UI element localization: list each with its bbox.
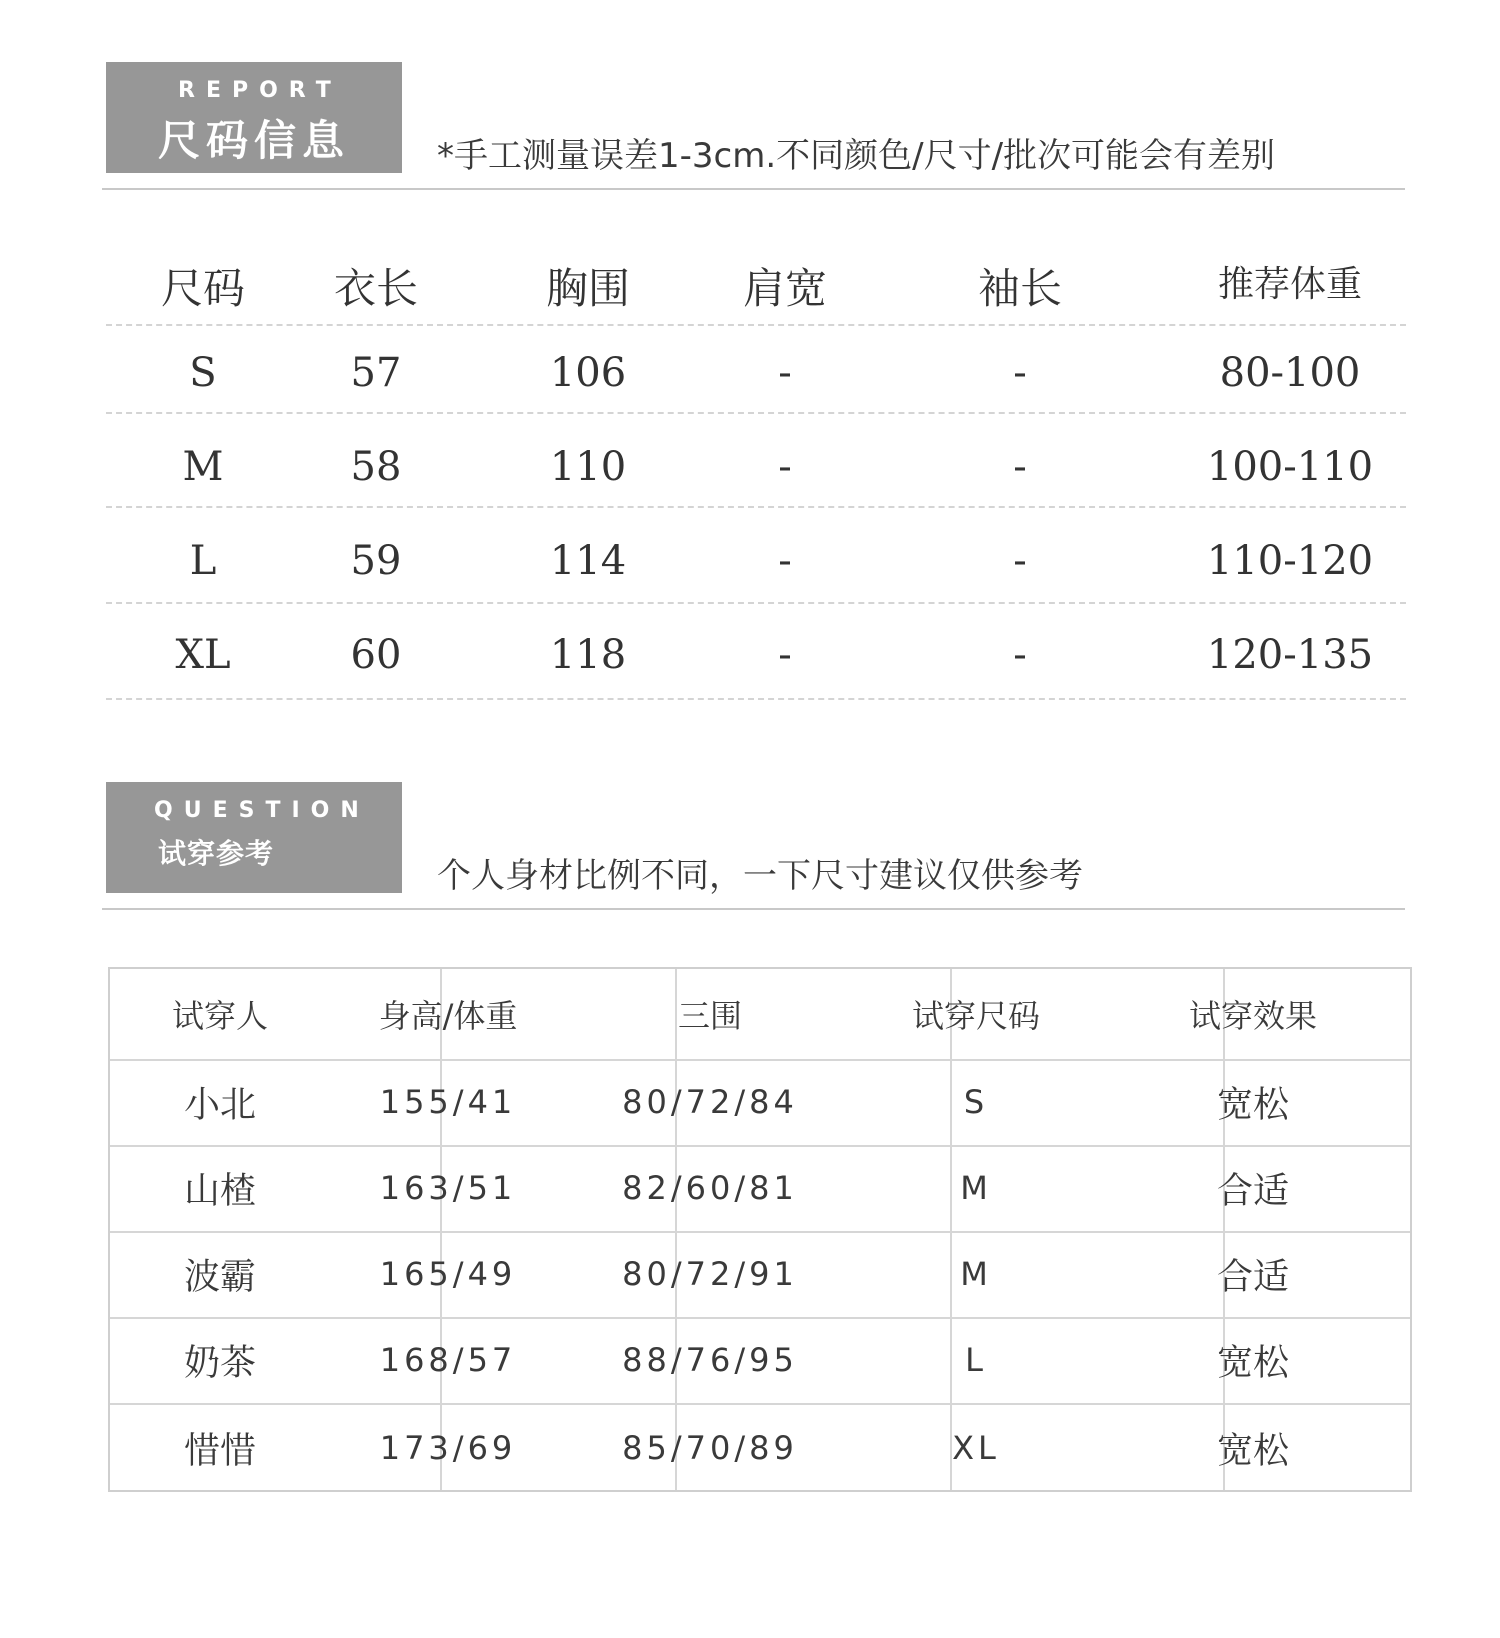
column-divider: [950, 969, 952, 1490]
row-divider: [110, 1059, 1410, 1061]
size-table-cell: -: [778, 350, 792, 396]
fitting-header-cell: 试穿尺码: [911, 997, 1041, 1035]
fitting-table-cell: 山楂: [183, 1170, 257, 1212]
size-table-cell: -: [1013, 350, 1027, 396]
size-table-cell: M: [182, 444, 224, 490]
fitting-table-cell: L: [965, 1341, 987, 1379]
size-table-cell: -: [1013, 444, 1027, 490]
fitting-table-cell: XL: [952, 1429, 1000, 1467]
fitting-table-cell: 82/60/81: [622, 1169, 798, 1207]
size-table-cell: S: [189, 350, 217, 396]
fitting-table-cell: 168/57: [379, 1341, 517, 1379]
fitting-table-cell: 173/69: [379, 1429, 517, 1467]
fitting-table-cell: 合适: [1216, 1256, 1290, 1298]
fitting-table-cell: 小北: [183, 1084, 257, 1126]
fitting-table-cell: M: [960, 1169, 992, 1207]
size-table-cell: 60: [350, 632, 402, 678]
size-table-cell: 120-135: [1206, 632, 1374, 678]
fitting-table-cell: 155/41: [379, 1083, 517, 1121]
size-table-cell: -: [778, 538, 792, 584]
report-badge-en: REPORT: [178, 78, 342, 103]
fitting-table-cell: 163/51: [379, 1169, 517, 1207]
row-divider: [110, 1317, 1410, 1319]
size-header-cell: 推荐体重: [1217, 264, 1363, 305]
fitting-table-cell: 88/76/95: [622, 1341, 798, 1379]
row-divider: [106, 602, 1406, 604]
measurement-note: *手工测量误差1-3cm.不同颜色/尺寸/批次可能会有差别: [437, 136, 1276, 176]
size-table-cell: 58: [350, 444, 402, 490]
size-header-cell: 袖长: [977, 264, 1063, 313]
fitting-table-cell: 惜惜: [183, 1430, 257, 1472]
column-divider: [440, 969, 442, 1490]
size-table-cell: -: [1013, 538, 1027, 584]
fitting-table-cell: M: [960, 1255, 992, 1293]
fitting-table-cell: 80/72/84: [622, 1083, 798, 1121]
size-table-cell: XL: [175, 632, 231, 678]
report-badge-title: 尺码信息: [158, 116, 351, 165]
size-table-cell: 110: [549, 444, 627, 490]
size-table-cell: 100-110: [1206, 444, 1374, 490]
fitting-table-cell: 85/70/89: [622, 1429, 798, 1467]
size-table-cell: -: [1013, 632, 1027, 678]
row-divider: [106, 324, 1406, 326]
fitting-note: 个人身材比例不同，一下尺寸建议仅供参考: [437, 856, 1083, 896]
row-divider: [110, 1145, 1410, 1147]
size-table-cell: 57: [350, 350, 402, 396]
size-header-cell: 尺码: [160, 264, 246, 313]
question-badge-title: 试穿参考: [158, 837, 275, 870]
size-header-cell: 肩宽: [742, 264, 828, 313]
fitting-header-cell: 身高/体重: [378, 997, 518, 1035]
fitting-header-cell: 试穿效果: [1188, 997, 1318, 1035]
row-divider: [110, 1231, 1410, 1233]
fitting-header-cell: 三围: [677, 997, 743, 1035]
fitting-header-cell: 试穿人: [171, 997, 269, 1035]
fitting-table-cell: 奶茶: [183, 1342, 257, 1384]
size-table-cell: -: [778, 632, 792, 678]
fitting-table-cell: 165/49: [379, 1255, 517, 1293]
report-badge: [106, 62, 402, 173]
fitting-table-cell: 宽松: [1216, 1342, 1290, 1384]
size-table-cell: 80-100: [1219, 350, 1361, 396]
size-table-cell: 110-120: [1206, 538, 1374, 584]
fitting-table-cell: 宽松: [1216, 1430, 1290, 1472]
size-header-cell: 衣长: [333, 264, 419, 313]
fitting-table-cell: 80/72/91: [622, 1255, 798, 1293]
fitting-table-cell: 合适: [1216, 1170, 1290, 1212]
fitting-table-cell: S: [963, 1083, 989, 1121]
row-divider: [106, 698, 1406, 700]
question-badge: [106, 782, 402, 893]
section-divider: [102, 908, 1405, 910]
fitting-table: [108, 967, 1412, 1492]
fitting-table-cell: 波霸: [183, 1256, 257, 1298]
size-table-cell: 59: [350, 538, 402, 584]
section-divider: [102, 188, 1405, 190]
row-divider: [106, 506, 1406, 508]
question-badge-en: QUESTION: [154, 798, 370, 823]
column-divider: [675, 969, 677, 1490]
row-divider: [106, 412, 1406, 414]
size-table-cell: 114: [549, 538, 627, 584]
size-table-cell: 118: [549, 632, 627, 678]
size-table-cell: L: [189, 538, 217, 584]
size-table-cell: -: [778, 444, 792, 490]
row-divider: [110, 1403, 1410, 1405]
size-table-cell: 106: [549, 350, 627, 396]
size-header-cell: 胸围: [545, 264, 631, 313]
column-divider: [1223, 969, 1225, 1490]
fitting-table-cell: 宽松: [1216, 1084, 1290, 1126]
